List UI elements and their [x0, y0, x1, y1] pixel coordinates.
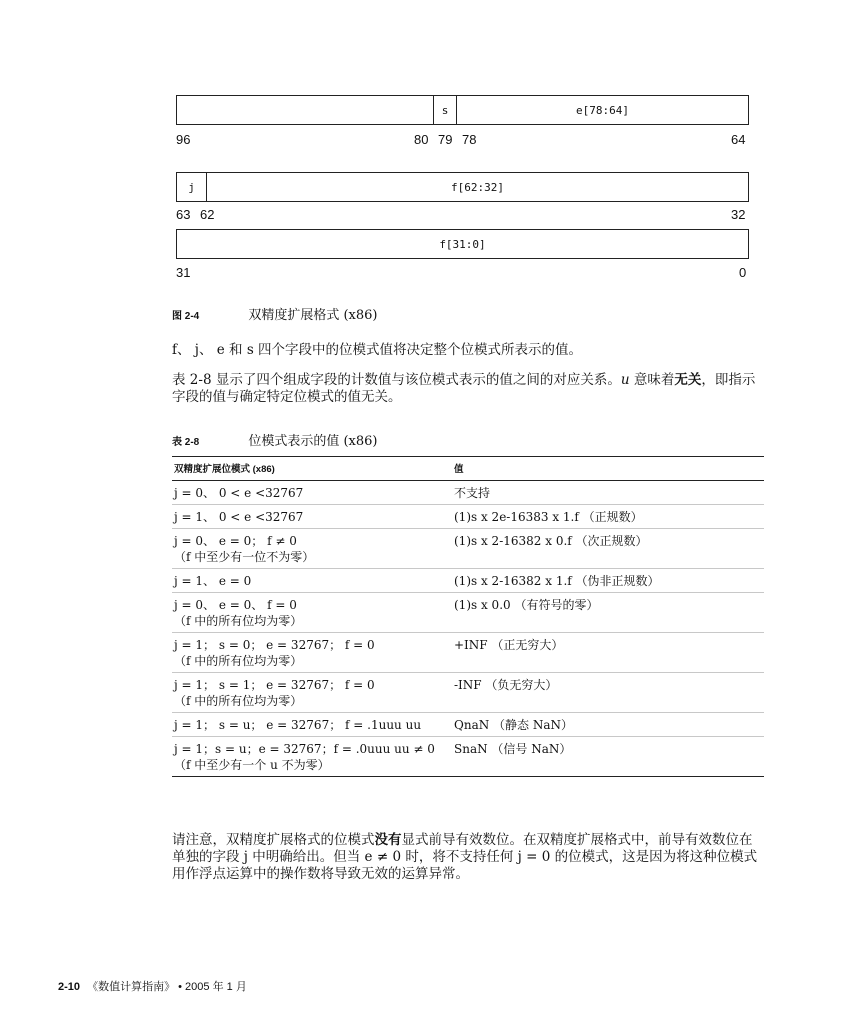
table-cell-value: +INF （正无穷大）	[452, 633, 764, 673]
table-header-value: 值	[452, 457, 764, 481]
field-e: e[78:64]	[576, 103, 629, 117]
table-cell-value: (1)s x 0.0 （有符号的零）	[452, 593, 764, 633]
bit-78: 78	[462, 132, 477, 147]
paragraph-2	[172, 372, 762, 406]
table-cell-value: SnaN （信号 NaN）	[452, 737, 764, 777]
paragraph-2-before: 表 2-8 显示了四个组成字段的计数值与该位模式表示的值之间的对应关系。	[172, 372, 621, 388]
table-row	[172, 737, 764, 777]
table-cell-pattern: j = 1、 e = 0	[172, 569, 452, 593]
table-caption	[172, 430, 377, 449]
paragraph-3-bold: 没有	[374, 832, 402, 848]
table-cell-value: (1)s x 2-16382 x 0.f （次正规数）	[452, 529, 764, 569]
table-row	[172, 713, 764, 737]
field-j: j	[188, 180, 195, 194]
paragraph-1: f、 j、 e 和 s 四个字段中的位模式值将决定整个位模式所表示的值。	[172, 342, 583, 358]
table-cell-pattern: j = 1； s = 1； e = 32767； f = 0 （f 中的所有位均为零）	[172, 673, 452, 713]
table-cell-pattern: j = 0、 0 < e <32767	[172, 481, 452, 505]
table-cell-pattern: j = 1； s = u； e = 32767； f = .1uuu uu	[172, 713, 452, 737]
table-cell-value: -INF （负无穷大）	[452, 673, 764, 713]
footer-page-number: 2-10	[58, 981, 81, 993]
field-f-high: f[62:32]	[451, 180, 504, 194]
field-s: s	[441, 103, 449, 117]
paragraph-2-bold: 无关	[674, 372, 702, 388]
table-caption-text: 位模式表示的值 (x86)	[248, 434, 378, 449]
bit-31: 31	[176, 265, 191, 280]
bit-80: 80	[414, 132, 429, 147]
table-row	[172, 569, 764, 593]
table-header-pattern: 双精度扩展位模式 (x86)	[172, 457, 452, 481]
bit-63: 63	[176, 207, 191, 222]
bit-0: 0	[739, 265, 747, 280]
paragraph-2-after: ，即指示字段的值与确定特定位模式的值无关。	[172, 372, 756, 405]
table-cell-pattern: j = 1、 0 < e <32767	[172, 505, 452, 529]
figure-caption-label: 图 2-4	[172, 311, 200, 322]
paragraph-3-after: 显式前导有效数位。在双精度扩展格式中，前导有效数位在单独的字段 j 中明确给出。但当 e ≠ 0 时，将不支持任何 j = 0 的位模式，这是因为将这种位模式用作浮点运算中的操作数将导致无效的运算异常。	[172, 832, 758, 882]
paragraph-3-before: 请注意，双精度扩展格式的位模式	[172, 832, 375, 848]
table-row	[172, 593, 764, 633]
bit-79: 79	[438, 132, 453, 147]
table-cell-pattern: j = 0、 e = 0； f ≠ 0 （f 中至少有一位不为零）	[172, 529, 452, 569]
table-cell-pattern: j = 0、 e = 0、 f = 0 （f 中的所有位均为零）	[172, 593, 452, 633]
bit-32: 32	[731, 207, 746, 222]
footer-title: 《数值计算指南》 • 2005 年 1 月	[87, 981, 247, 993]
bitfield-row-1	[176, 95, 749, 125]
paragraph-3	[172, 832, 762, 883]
table-caption-label: 表 2-8	[172, 437, 200, 448]
bit-96: 96	[176, 132, 191, 147]
table-cell-value: QnaN （静态 NaN）	[452, 713, 764, 737]
table-cell-value: (1)s x 2e-16383 x 1.f （正规数）	[452, 505, 764, 529]
page-footer	[58, 978, 247, 994]
table-cell-pattern: j = 1；s = u；e = 32767；f = .0uuu uu ≠ 0 （f 中至少有一个 u 不为零）	[172, 737, 452, 777]
table-row	[172, 481, 764, 505]
bit-62: 62	[200, 207, 215, 222]
paragraph-2-middle: 意味着	[629, 372, 675, 388]
paragraph-2-u: u	[620, 372, 630, 388]
figure-caption-text: 双精度扩展格式 (x86)	[248, 308, 378, 323]
bitfield-row-2	[176, 172, 749, 202]
table-row	[172, 673, 764, 713]
table-row	[172, 505, 764, 529]
bit-64: 64	[731, 132, 746, 147]
table-cell-value: (1)s x 2-16382 x 1.f （伪非正规数）	[452, 569, 764, 593]
bit-pattern-table	[172, 456, 764, 777]
table-cell-value: 不支持	[452, 481, 764, 505]
field-f-low: f[31:0]	[439, 237, 486, 251]
figure-caption	[172, 304, 377, 323]
table-row	[172, 529, 764, 569]
table-cell-pattern: j = 1； s = 0； e = 32767； f = 0 （f 中的所有位均为零）	[172, 633, 452, 673]
table-row	[172, 633, 764, 673]
bitfield-row-3	[176, 229, 749, 259]
